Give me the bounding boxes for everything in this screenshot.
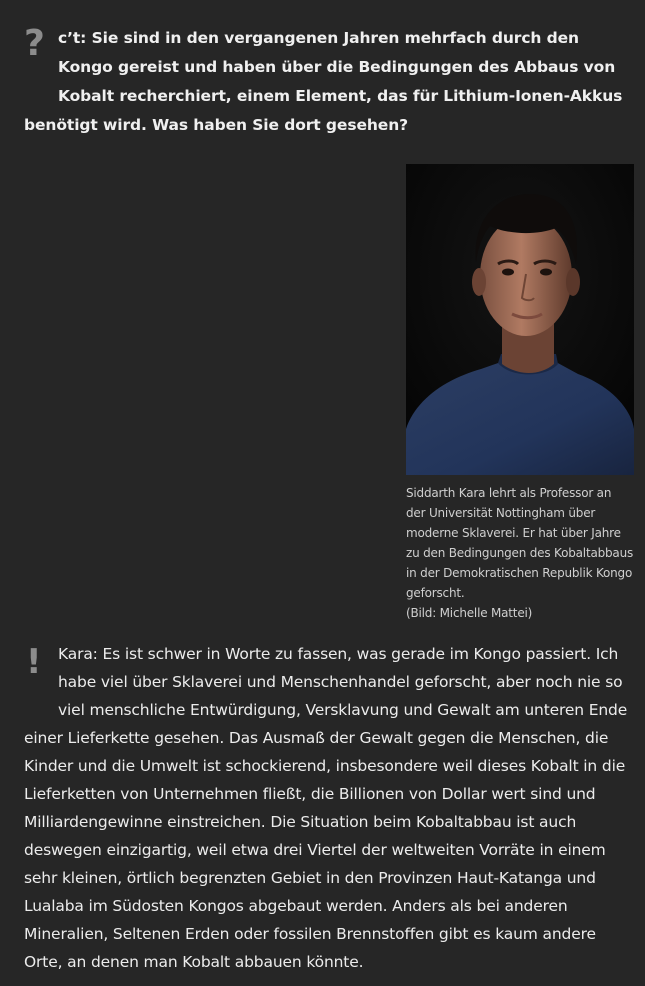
question-mark-icon: ? [24, 23, 45, 64]
caption-text: Siddarth Kara lehrt als Professor an der Universität Nottingham über moderne Sklaverei. Er hat über Jahre zu den Bedingungen des Kobaltabbaus in der Demokratischen Republik Kongo geforscht. [406, 486, 634, 600]
portrait-photo [406, 164, 634, 475]
exclamation-mark-icon: ! [26, 642, 42, 682]
question-text: c’t: Sie sind in den vergangenen Jahren mehrfach durch den Kongo gereist und haben über die Bedingungen des Abbaus von Kobalt recherchiert, einem Element, das für Lithium-Ionen-Akkus benötigt wird. Was haben Sie dort gesehen? [24, 29, 623, 134]
caption-credit: (Bild: Michelle Mattei) [406, 606, 533, 620]
portrait-figure [406, 164, 634, 623]
answer-text: Kara: Es ist schwer in Worte zu fassen, was gerade im Kongo passiert. Ich habe viel über Sklaverei und Menschenhandel geforscht, aber noch nie so viel menschliche Entwürdigung, Versklavung und Gewalt am unteren Ende einer Lieferkette gesehen. Das Ausmaß der Gewalt gegen die Menschen, die Kinder und die Umwelt ist schockierend, insbesondere weil dieses Kobalt in die Lieferketten von Unternehmen fließt, die Billionen von Dollar wert sind und Milliardengewinne einstreichen. Die Situation beim Kobaltabbau ist auch deswegen einzigartig, weil etwa drei Viertel der weltweiten Vorräte in einem sehr kleinen, örtlich begrenzten Gebiet in den Provinzen Haut-Katanga und Lualaba im Südosten Kongos abgebaut werden. Anders als bei anderen Mineralien, Seltenen Erden oder fossilen Brennstoffen gibt es kaum andere Orte, an denen man Kobalt abbauen könnte. [24, 645, 628, 971]
answer-paragraph [24, 640, 636, 976]
question-paragraph [24, 24, 636, 140]
photo-caption [406, 483, 634, 623]
